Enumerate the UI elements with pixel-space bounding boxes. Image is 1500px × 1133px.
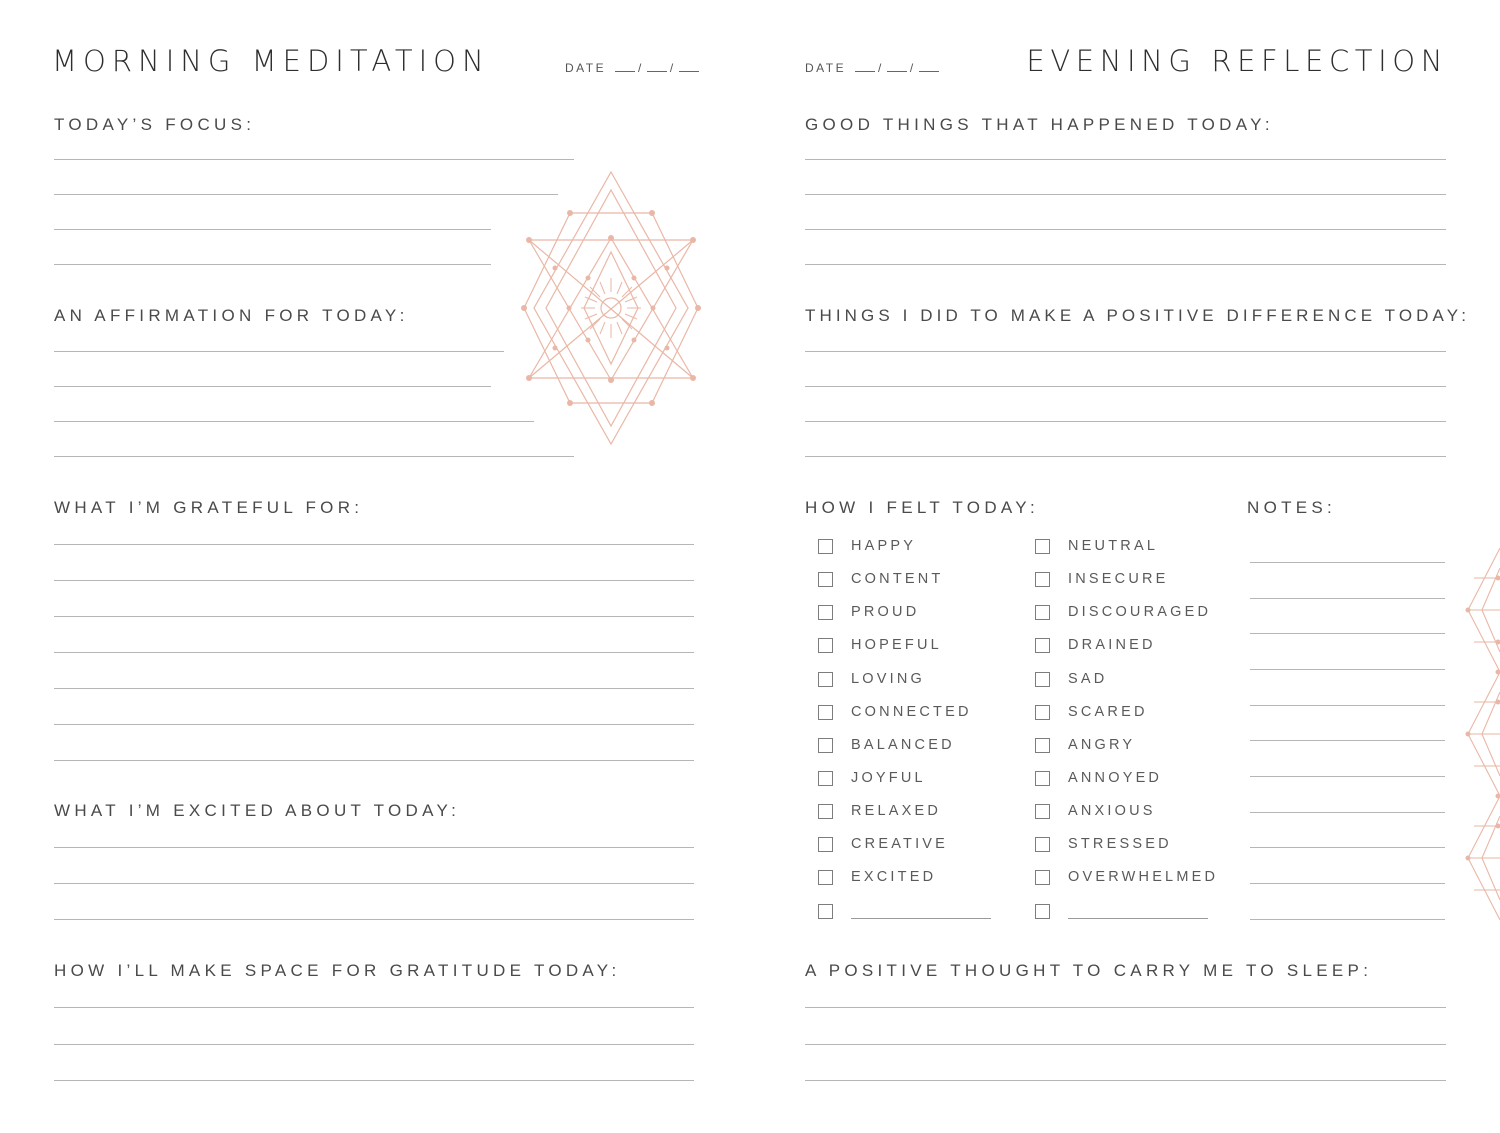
mood-checkbox-item[interactable] — [1035, 867, 1218, 887]
checkbox[interactable] — [818, 539, 833, 554]
affirmation-heading: AN AFFIRMATION FOR TODAY: — [54, 306, 409, 325]
checkbox[interactable] — [1035, 738, 1050, 753]
good-things-line[interactable] — [805, 159, 1446, 160]
mood-label: CREATIVE — [851, 836, 949, 852]
mood-checkbox-item[interactable] — [818, 602, 919, 622]
notes-line[interactable] — [1250, 705, 1445, 706]
mood-checkbox-item[interactable] — [818, 768, 926, 788]
checkbox[interactable] — [818, 705, 833, 720]
checkbox[interactable] — [1035, 672, 1050, 687]
gratitude-space-heading: HOW I’LL MAKE SPACE FOR GRATITUDE TODAY: — [54, 961, 621, 980]
notes-line[interactable] — [1250, 883, 1445, 884]
checkbox[interactable] — [818, 605, 833, 620]
checkbox[interactable] — [1035, 870, 1050, 885]
checkbox[interactable] — [1035, 705, 1050, 720]
checkbox[interactable] — [1035, 904, 1050, 919]
checkbox[interactable] — [1035, 837, 1050, 852]
mood-checkbox-item[interactable] — [1035, 602, 1211, 622]
notes-line[interactable] — [1250, 776, 1445, 777]
mood-label: NEUTRAL — [1068, 538, 1159, 554]
sleep-thought-line[interactable] — [805, 1044, 1446, 1045]
notes-line[interactable] — [1250, 919, 1445, 920]
date-day-blank[interactable] — [887, 63, 907, 72]
write-in-blank[interactable] — [1068, 904, 1208, 919]
good-things-line[interactable] — [805, 194, 1446, 195]
mood-label: EXCITED — [851, 869, 937, 885]
checkbox[interactable] — [818, 638, 833, 653]
notes-heading: NOTES: — [1247, 498, 1337, 517]
good-things-line[interactable] — [805, 264, 1446, 265]
excited-line[interactable] — [54, 883, 694, 884]
excited-line[interactable] — [54, 919, 694, 920]
grateful-line[interactable] — [54, 760, 694, 761]
date-month-blank[interactable] — [855, 63, 875, 72]
mood-label: LOVING — [851, 671, 925, 687]
grateful-line[interactable] — [54, 544, 694, 545]
mood-label: HAPPY — [851, 538, 917, 554]
mood-checkbox-item[interactable] — [818, 867, 936, 887]
mood-checkbox-item[interactable] — [1035, 735, 1135, 755]
mood-checkbox-item[interactable] — [818, 735, 955, 755]
mood-checkbox-item[interactable] — [818, 669, 925, 689]
mood-checkbox-item[interactable] — [818, 569, 943, 589]
mood-label: SAD — [1068, 671, 1108, 687]
notes-line[interactable] — [1250, 633, 1445, 634]
mood-label: DISCOURAGED — [1068, 604, 1212, 620]
mood-label: JOYFUL — [851, 770, 926, 786]
excited-heading: WHAT I’M EXCITED ABOUT TODAY: — [54, 801, 461, 820]
affirmation-line[interactable] — [54, 421, 534, 422]
checkbox[interactable] — [1035, 804, 1050, 819]
evening-date: DATE / / — [805, 61, 942, 75]
mood-label: ANNOYED — [1068, 770, 1163, 786]
mood-label: INSECURE — [1068, 571, 1169, 587]
checkbox[interactable] — [1035, 638, 1050, 653]
checkbox[interactable] — [818, 870, 833, 885]
notes-line[interactable] — [1250, 669, 1445, 670]
morning-date: DATE / / — [565, 61, 702, 75]
checkbox[interactable] — [818, 804, 833, 819]
checkbox[interactable] — [818, 672, 833, 687]
good-things-line[interactable] — [805, 229, 1446, 230]
geometric-border-ornament — [1460, 548, 1500, 924]
grateful-line[interactable] — [54, 688, 694, 689]
date-month-blank[interactable] — [615, 63, 635, 72]
mood-label: RELAXED — [851, 803, 942, 819]
mood-label: ANGRY — [1068, 737, 1136, 753]
gratitude-space-line[interactable] — [54, 1007, 694, 1008]
grateful-heading: WHAT I’M GRATEFUL FOR: — [54, 498, 364, 517]
checkbox[interactable] — [1035, 539, 1050, 554]
positive-difference-line[interactable] — [805, 351, 1446, 352]
mood-checkbox-item[interactable] — [818, 702, 972, 722]
affirmation-line[interactable] — [54, 386, 491, 387]
date-year-blank[interactable] — [679, 63, 699, 72]
checkbox[interactable] — [818, 904, 833, 919]
mood-label: DRAINED — [1068, 637, 1156, 653]
gratitude-space-line[interactable] — [54, 1080, 694, 1081]
notes-line[interactable] — [1250, 847, 1445, 848]
positive-difference-heading: THINGS I DID TO MAKE A POSITIVE DIFFERENCE TODAY: — [805, 306, 1471, 325]
mood-checkbox-item[interactable] — [818, 635, 942, 655]
gratitude-space-line[interactable] — [54, 1044, 694, 1045]
notes-line[interactable] — [1250, 740, 1445, 741]
notes-line[interactable] — [1250, 562, 1445, 563]
positive-difference-line[interactable] — [805, 386, 1446, 387]
checkbox[interactable] — [818, 738, 833, 753]
mood-checkbox-blank-item[interactable] — [1035, 901, 1208, 921]
mood-checkbox-item[interactable] — [1035, 702, 1148, 722]
mood-checkbox-blank-item[interactable] — [818, 901, 991, 921]
sleep-thought-heading: A POSITIVE THOUGHT TO CARRY ME TO SLEEP: — [805, 961, 1373, 980]
checkbox[interactable] — [1035, 605, 1050, 620]
mood-checkbox-item[interactable] — [1035, 834, 1172, 854]
mood-checkbox-item[interactable] — [1035, 669, 1107, 689]
positive-difference-line[interactable] — [805, 456, 1446, 457]
mood-checkbox-item[interactable] — [818, 801, 941, 821]
checkbox[interactable] — [818, 572, 833, 587]
morning-title: MORNING MEDITATION — [52, 44, 490, 78]
focus-line[interactable] — [54, 229, 491, 230]
grateful-line[interactable] — [54, 724, 694, 725]
notes-line[interactable] — [1250, 812, 1445, 813]
mood-label: SCARED — [1068, 704, 1148, 720]
mood-checkbox-item[interactable] — [1035, 768, 1162, 788]
evening-date-label: DATE — [805, 61, 847, 75]
morning-date-label: DATE — [565, 61, 607, 75]
mood-label: ANXIOUS — [1068, 803, 1156, 819]
evening-title: EVENING REFLECTION — [1026, 44, 1448, 78]
grateful-line[interactable] — [54, 652, 694, 653]
mood-label: CONNECTED — [851, 704, 972, 720]
todays-focus-heading: TODAY’S FOCUS: — [54, 115, 256, 134]
mood-label: OVERWHELMED — [1068, 869, 1219, 885]
date-day-blank[interactable] — [647, 63, 667, 72]
positive-difference-line[interactable] — [805, 421, 1446, 422]
mood-label: PROUD — [851, 604, 920, 620]
mood-checkbox-item[interactable] — [1035, 635, 1156, 655]
mood-label: STRESSED — [1068, 836, 1172, 852]
notes-line[interactable] — [1250, 598, 1445, 599]
checkbox[interactable] — [818, 771, 833, 786]
date-year-blank[interactable] — [919, 63, 939, 72]
checkbox[interactable] — [818, 837, 833, 852]
excited-line[interactable] — [54, 847, 694, 848]
focus-line[interactable] — [54, 159, 574, 160]
mood-checkbox-item[interactable] — [1035, 536, 1158, 556]
mood-checkbox-item[interactable] — [818, 834, 948, 854]
mood-label: BALANCED — [851, 737, 955, 753]
affirmation-line[interactable] — [54, 456, 574, 457]
mood-label: HOPEFUL — [851, 637, 942, 653]
mood-checkbox-item[interactable] — [818, 536, 916, 556]
mood-checkbox-item[interactable] — [1035, 569, 1169, 589]
affirmation-line[interactable] — [54, 351, 504, 352]
sacred-geometry-ornament — [512, 168, 712, 448]
grateful-line[interactable] — [54, 580, 694, 581]
sleep-thought-line[interactable] — [805, 1007, 1446, 1008]
focus-line[interactable] — [54, 264, 491, 265]
sleep-thought-line[interactable] — [805, 1080, 1446, 1081]
good-things-heading: GOOD THINGS THAT HAPPENED TODAY: — [805, 115, 1274, 134]
write-in-blank[interactable] — [851, 904, 991, 919]
how-i-felt-heading: HOW I FELT TODAY: — [805, 498, 1040, 517]
mood-checkbox-item[interactable] — [1035, 801, 1156, 821]
grateful-line[interactable] — [54, 616, 694, 617]
checkbox[interactable] — [1035, 572, 1050, 587]
mood-label: CONTENT — [851, 571, 944, 587]
focus-line[interactable] — [54, 194, 558, 195]
checkbox[interactable] — [1035, 771, 1050, 786]
